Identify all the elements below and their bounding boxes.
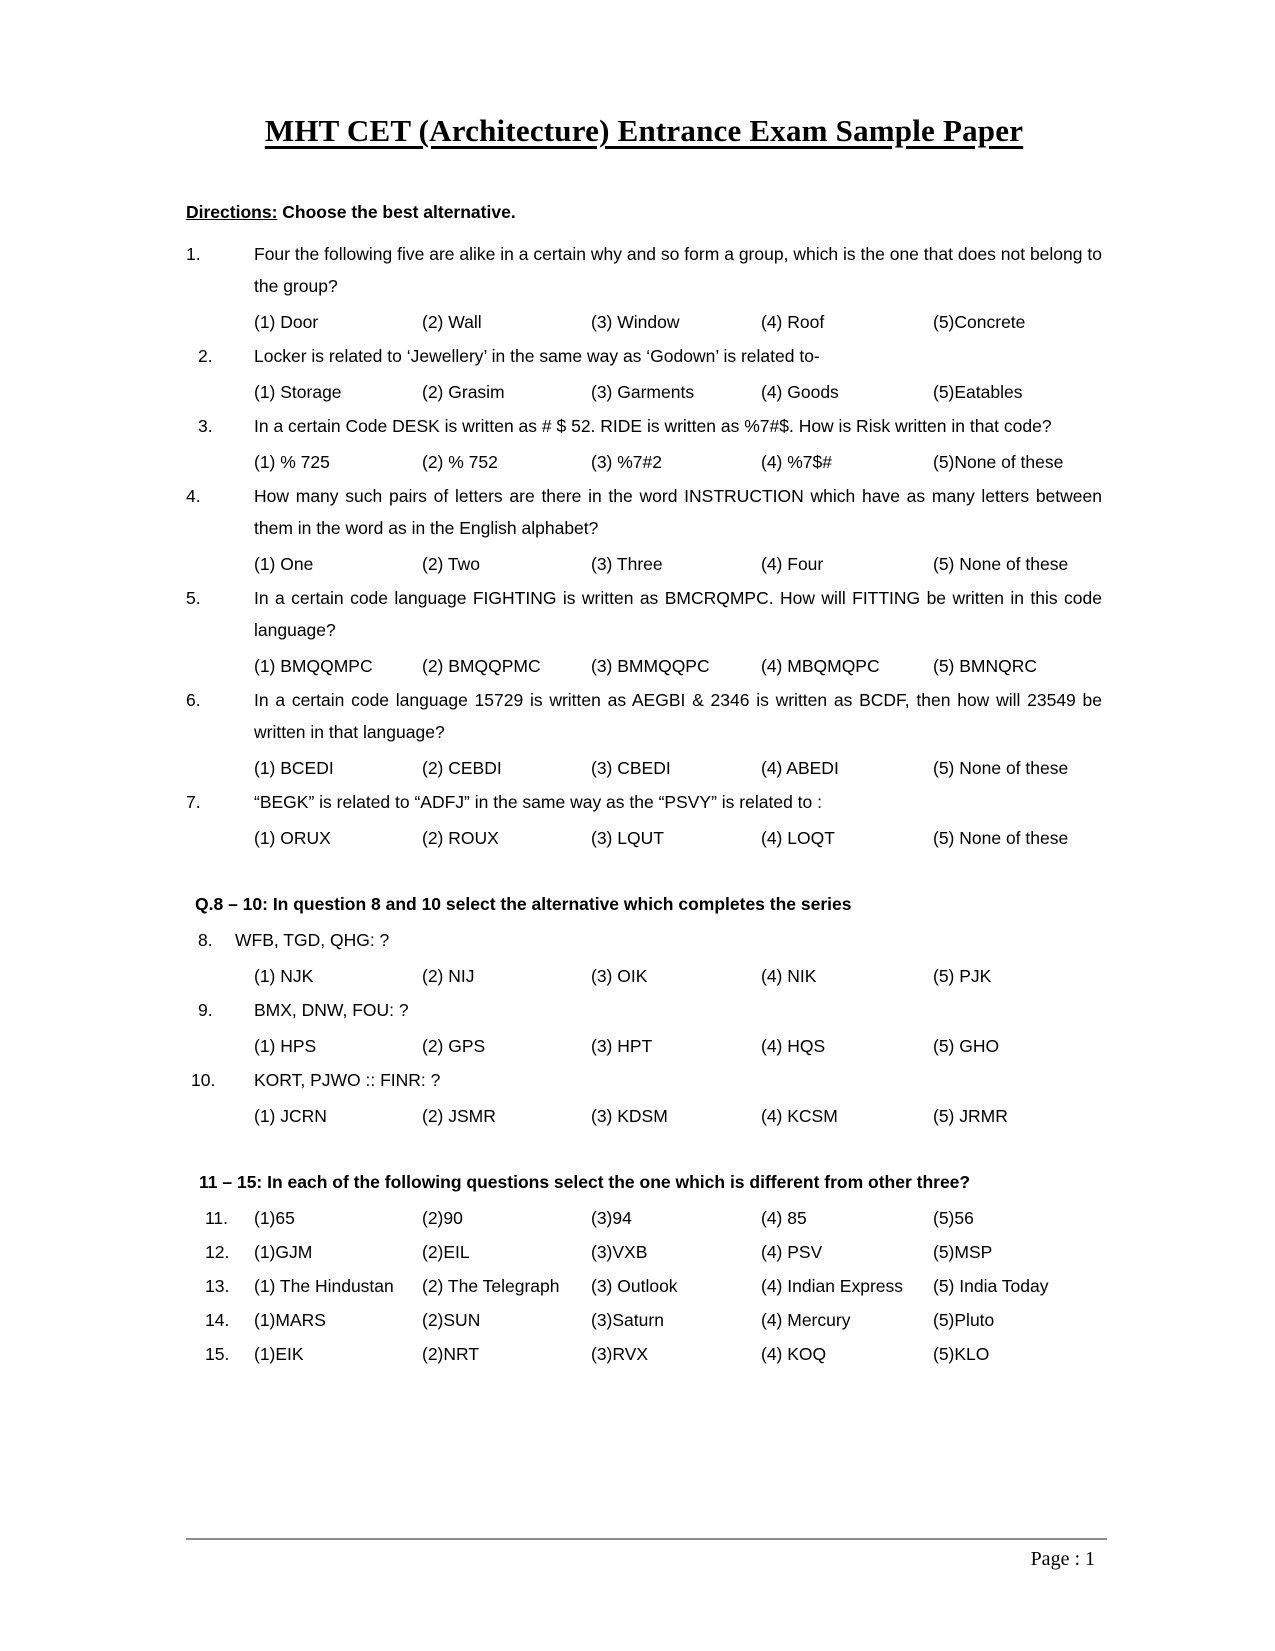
question-row [186,924,1102,994]
option: (1)65 [254,1208,295,1228]
option: (4) Four [761,554,824,574]
option: (3) %7#2 [591,452,663,472]
option: (4) LOQT [761,828,835,848]
option: (1) Door [254,312,319,332]
question-body [235,924,1102,994]
option: (4) Roof [761,312,825,332]
question-number: 14. [205,1310,230,1330]
question-row [186,1236,1102,1268]
option: (3) OIK [591,966,648,986]
question-options [254,446,1102,478]
question-number: 15. [205,1344,230,1364]
footer-divider [186,1538,1107,1540]
section-heading-q8-10: Q.8 – 10: In question 8 and 10 select the alternative which completes the series [195,894,852,914]
question-row [186,786,1102,856]
option: (3) Window [591,312,680,332]
question-body [254,786,1102,856]
option: (1) The Hindustan [254,1276,394,1296]
option: (4) %7$# [761,452,833,472]
option: (5) None of these [933,554,1069,574]
option: (1)EIK [254,1344,304,1364]
option: (1) BCEDI [254,758,334,778]
question-number: 13. [205,1276,230,1296]
question-body [254,1236,1102,1268]
option: (1) BMQQMPC [254,656,373,676]
option: (2)NRT [422,1344,480,1364]
question-body [254,684,1102,786]
option: (5) India Today [933,1276,1049,1296]
question-text: BMX, DNW, FOU: ? [254,1000,409,1020]
option: (3) HPT [591,1036,653,1056]
option: (3) KDSM [591,1106,668,1126]
question-row [186,994,1102,1064]
question-row [186,1202,1102,1234]
question-text: “BEGK” is related to “ADFJ” in the same way as the “PSVY” is related to : [254,792,822,812]
question-options [254,650,1102,682]
question-options [254,548,1102,580]
question-body [254,340,1102,410]
option: (4) Indian Express [761,1276,904,1296]
directions-label: Directions: [186,202,278,222]
question-options [254,1236,1102,1268]
question-text: How many such pairs of letters are there in the word INSTRUCTION which have as many letters between them in the word as in the English alphabet? [254,486,1102,538]
option: (1) HPS [254,1036,317,1056]
question-options [254,1270,1102,1302]
option: (2) ROUX [422,828,499,848]
question-options [254,1100,1102,1132]
question-options [254,306,1102,338]
option: (1) JCRN [254,1106,327,1126]
question-text: In a certain code language 15729 is written as AEGBI & 2346 is written as BCDF, then how will 23549 be written in that language? [254,690,1102,742]
question-row [186,1064,1102,1134]
question-text: KORT, PJWO :: FINR: ? [254,1070,441,1090]
question-body [254,1202,1102,1234]
option: (1) % 725 [254,452,330,472]
question-number: 2. [198,346,213,366]
option: (3)94 [591,1208,632,1228]
question-row [186,1270,1102,1302]
question-options [254,960,1102,992]
question-row [186,1304,1102,1336]
question-text: Four the following five are alike in a certain why and so form a group, which is the one that does not belong to the group? [254,244,1102,296]
question-number: 12. [205,1242,230,1262]
option: (2)EIL [422,1242,470,1262]
question-text: WFB, TGD, QHG: ? [235,930,390,950]
question-body [254,1338,1102,1370]
option: (4) PSV [761,1242,823,1262]
question-row [186,410,1102,480]
question-options [254,1030,1102,1062]
question-body [254,994,1102,1064]
page-title: MHT CET (Architecture) Entrance Exam Sample Paper [264,113,1024,148]
option: (4) 85 [761,1208,807,1228]
questions-list [186,238,1102,1370]
option: (3) Three [591,554,663,574]
option: (2) The Telegraph [422,1276,560,1296]
question-number: 5. [186,588,201,608]
question-number: 3. [198,416,213,436]
option: (5) JRMR [933,1106,1008,1126]
question-body [254,410,1102,480]
question-row [186,1338,1102,1370]
option: (5)Concrete [933,312,1026,332]
option: (2)90 [422,1208,463,1228]
question-body [254,1304,1102,1336]
option: (2)SUN [422,1310,481,1330]
option: (4) Goods [761,382,839,402]
option: (5) BMNQRC [933,656,1038,676]
option: (5) None of these [933,828,1069,848]
option: (1)MARS [254,1310,326,1330]
option: (3) BMMQQPC [591,656,710,676]
option: (5)56 [933,1208,974,1228]
question-options [254,822,1102,854]
question-options [254,376,1102,408]
option: (4) Mercury [761,1310,851,1330]
option: (4) MBQMQPC [761,656,880,676]
option: (1) ORUX [254,828,331,848]
option: (4) KOQ [761,1344,827,1364]
question-number: 4. [186,486,201,506]
option: (5)KLO [933,1344,990,1364]
option: (3) Garments [591,382,695,402]
question-text: In a certain Code DESK is written as # $ 52. RIDE is written as %7#$. How is Risk written in that code? [254,416,1052,436]
question-text: In a certain code language FIGHTING is written as BMCRQMPC. How will FITTING be written in this code language? [254,588,1102,640]
option: (5)None of these [933,452,1064,472]
option: (2) BMQQPMC [422,656,541,676]
option: (2) Grasim [422,382,505,402]
question-options [254,1202,1102,1234]
option: (3) LQUT [591,828,664,848]
option: (5)Eatables [933,382,1023,402]
question-row [186,340,1102,410]
option: (4) HQS [761,1036,826,1056]
question-row [186,238,1102,340]
question-row [186,480,1102,582]
page-number-label: Page : 1 [1030,1548,1095,1570]
option: (1) Storage [254,382,342,402]
option: (4) NIK [761,966,817,986]
question-row [186,582,1102,684]
question-number: 1. [186,244,201,264]
question-text: Locker is related to ‘Jewellery’ in the same way as ‘Godown’ is related to- [254,346,820,366]
option: (2) JSMR [422,1106,496,1126]
question-number: 10. [191,1070,216,1090]
option: (5) GHO [933,1036,1000,1056]
directions-line [186,196,1102,228]
question-number: 9. [198,1000,213,1020]
section-heading-11-15: 11 – 15: In each of the following questions select the one which is different from other three? [199,1172,971,1192]
question-body [254,582,1102,684]
option: (3) CBEDI [591,758,671,778]
option: (1) One [254,554,314,574]
question-body [254,1270,1102,1302]
option: (2) CEBDI [422,758,502,778]
option: (2) Wall [422,312,482,332]
option: (2) Two [422,554,481,574]
option: (1)GJM [254,1242,313,1262]
option: (1) NJK [254,966,314,986]
option: (4) KCSM [761,1106,838,1126]
question-body [254,480,1102,582]
question-body [254,1064,1102,1134]
question-options [254,1304,1102,1336]
question-number: 11. [205,1208,229,1228]
option: (3)Saturn [591,1310,664,1330]
option: (3)RVX [591,1344,649,1364]
question-number: 6. [186,690,201,710]
option: (5)Pluto [933,1310,995,1330]
option: (5) PJK [933,966,992,986]
question-number: 7. [186,792,201,812]
option: (4) ABEDI [761,758,839,778]
question-options [254,752,1102,784]
option: (5) None of these [933,758,1069,778]
question-number: 8. [198,930,213,950]
directions-text: Choose the best alternative. [282,202,516,222]
option: (2) GPS [422,1036,486,1056]
question-body [254,238,1102,340]
option: (3)VXB [591,1242,648,1262]
question-row [186,684,1102,786]
option: (2) NIJ [422,966,475,986]
option: (2) % 752 [422,452,498,472]
question-options [254,1338,1102,1370]
page-content [186,0,1102,1372]
option: (5)MSP [933,1242,993,1262]
option: (3) Outlook [591,1276,678,1296]
